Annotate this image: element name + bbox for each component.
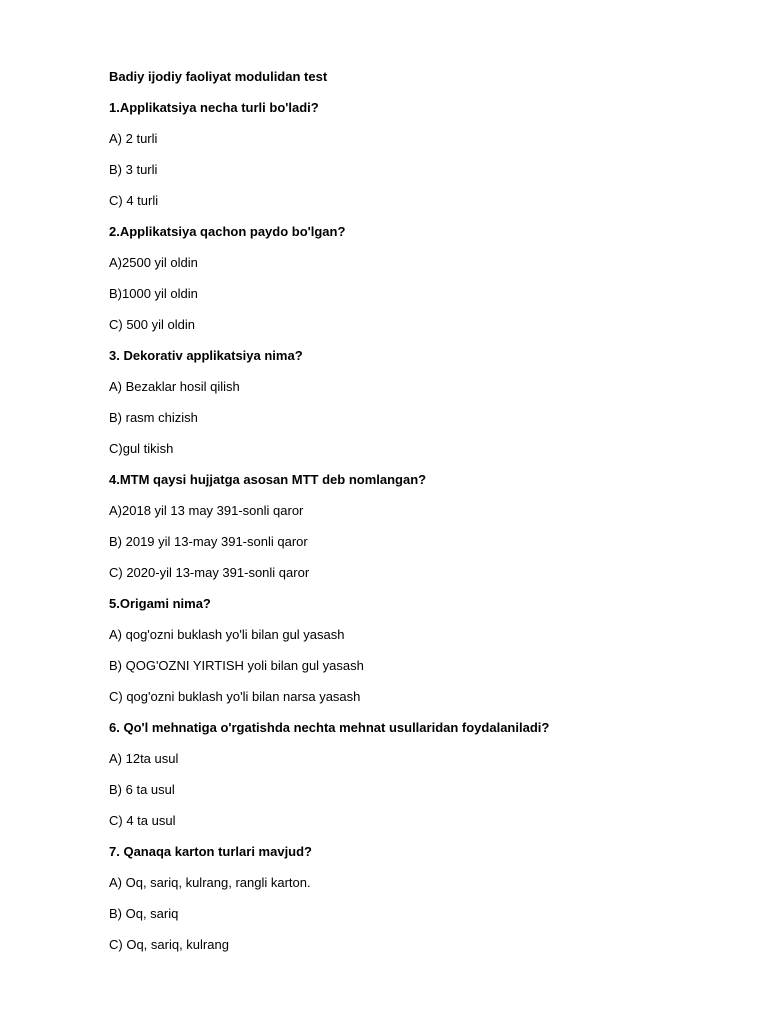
answer-options [109,254,709,347]
answer-option-a: A) Bezaklar hosil qilish [109,379,240,394]
answer-option-b: B) 6 ta usul [109,782,175,797]
answer-options [109,874,709,967]
answer-option-b: B) 3 turli [109,162,158,177]
answer-option-c: C)gul tikish [109,441,174,456]
answer-options [109,626,709,719]
answer-option-b: B)1000 yil oldin [109,286,198,301]
answer-option-b: B) Oq, sariq [109,906,179,921]
question-5 [109,595,709,719]
answer-option-a: A) Oq, sariq, kulrang, rangli karton. [109,875,311,890]
answer-option-a: A) 2 turli [109,131,158,146]
document-body [109,68,709,967]
answer-options [109,130,709,223]
answer-option-a: A) 12ta usul [109,751,179,766]
answer-option-a: A)2018 yil 13 may 391-sonli qaror [109,503,304,518]
question-1 [109,99,709,223]
question-6 [109,719,709,843]
question-text: 6. Qo'l mehnatiga o'rgatishda nechta mehnat usullaridan foydalaniladi? [109,720,550,735]
answer-option-a: A)2500 yil oldin [109,255,198,270]
question-4 [109,471,709,595]
question-3 [109,347,709,471]
question-2 [109,223,709,347]
answer-option-b: B) 2019 yil 13-may 391-sonli qaror [109,534,308,549]
question-7 [109,843,709,967]
answer-option-c: C) Oq, sariq, kulrang [109,937,229,952]
answer-option-a: A) qog'ozni buklash yo'li bilan gul yasash [109,627,345,642]
question-text: 5.Origami nima? [109,596,211,611]
answer-options [109,502,709,595]
question-text: 7. Qanaqa karton turlari mavjud? [109,844,312,859]
question-text: 1.Applikatsiya necha turli bo'ladi? [109,100,319,115]
document-title: Badiy ijodiy faoliyat modulidan test [109,69,328,84]
question-text: 2.Applikatsiya qachon paydo bo'lgan? [109,224,346,239]
answer-option-c: C) qog'ozni buklash yo'li bilan narsa yasash [109,689,361,704]
answer-options [109,378,709,471]
question-text: 4.MTM qaysi hujjatga asosan MTT deb nomlangan? [109,472,427,487]
answer-option-b: B) QOG'OZNI YIRTISH yoli bilan gul yasash [109,658,364,673]
answer-option-c: C) 500 yil oldin [109,317,195,332]
question-text: 3. Dekorativ applikatsiya nima? [109,348,303,363]
answer-option-c: C) 4 turli [109,193,159,208]
answer-option-c: C) 2020-yil 13-may 391-sonli qaror [109,565,310,580]
answer-option-c: C) 4 ta usul [109,813,176,828]
answer-options [109,750,709,843]
answer-option-b: B) rasm chizish [109,410,198,425]
